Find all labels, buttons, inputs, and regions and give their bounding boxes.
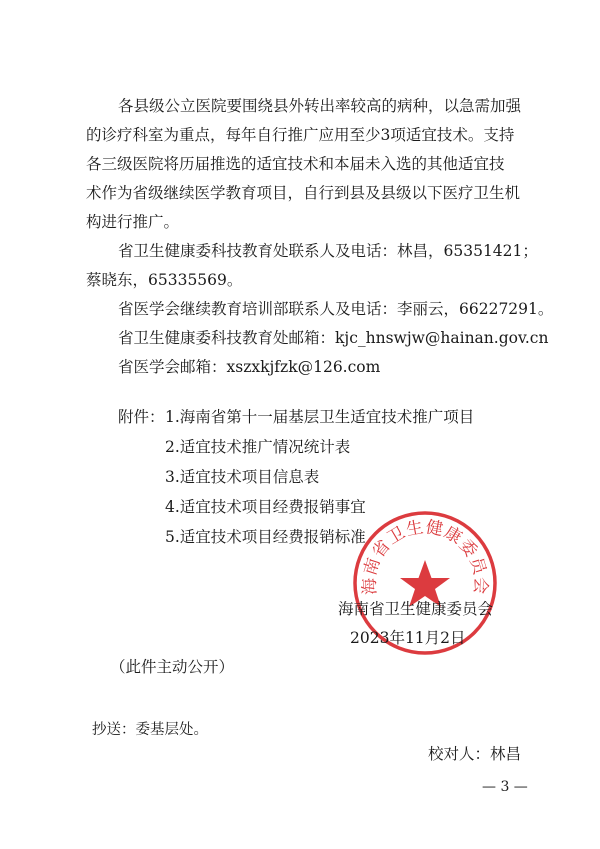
attachment-item: 5.适宜技术项目经费报销标准 xyxy=(165,528,366,546)
cc-line: 抄送：委基层处。 xyxy=(92,722,208,738)
contact-line: 省卫生健康委科技教育处联系人及电话：林昌，65351421； xyxy=(118,242,538,260)
attachment-item: 4.适宜技术项目经费报销事宜 xyxy=(165,498,366,516)
public-notice: （此件主动公开） xyxy=(110,658,235,676)
paragraph-line: 各县级公立医院要围绕县外转出率较高的病种，以急需加强 xyxy=(118,97,522,115)
seal-text-path: 海南省卫生健康委员会 xyxy=(359,517,491,596)
page-number: — 3 — xyxy=(482,779,528,795)
paragraph-line: 构进行推广。 xyxy=(86,213,180,231)
attachment-item: 3.适宜技术项目信息表 xyxy=(165,468,320,486)
paragraph-line: 的诊疗科室为重点，每年自行推广应用至少3项适宜技术。支持 xyxy=(86,126,515,144)
contact-line: 蔡晓东，65335569。 xyxy=(86,271,243,289)
email-line: 省医学会邮箱：xszxkjfzk@126.com xyxy=(118,358,381,376)
paragraph-line: 术作为省级继续医学教育项目，自行到县及县级以下医疗卫生机 xyxy=(86,184,521,202)
attachments-label: 附件： xyxy=(118,408,165,426)
issue-date: 2023年11月2日 xyxy=(350,629,466,647)
proofreader-line: 校对人：林昌 xyxy=(428,745,522,763)
contact-line: 省医学会继续教育培训部联系人及电话：李丽云，66227291。 xyxy=(118,300,554,318)
issuing-organization: 海南省卫生健康委员会 xyxy=(338,600,494,618)
attachment-item: 2.适宜技术推广情况统计表 xyxy=(165,438,351,456)
email-line: 省卫生健康委科技教育处邮箱：kjc_hnswjw@hainan.gov.cn xyxy=(118,329,549,347)
paragraph-line: 各三级医院将历届推选的适宜技术和本届未入选的其他适宜技 xyxy=(86,155,505,173)
attachment-item: 1.海南省第十一届基层卫生适宜技术推广项目 xyxy=(165,408,475,426)
